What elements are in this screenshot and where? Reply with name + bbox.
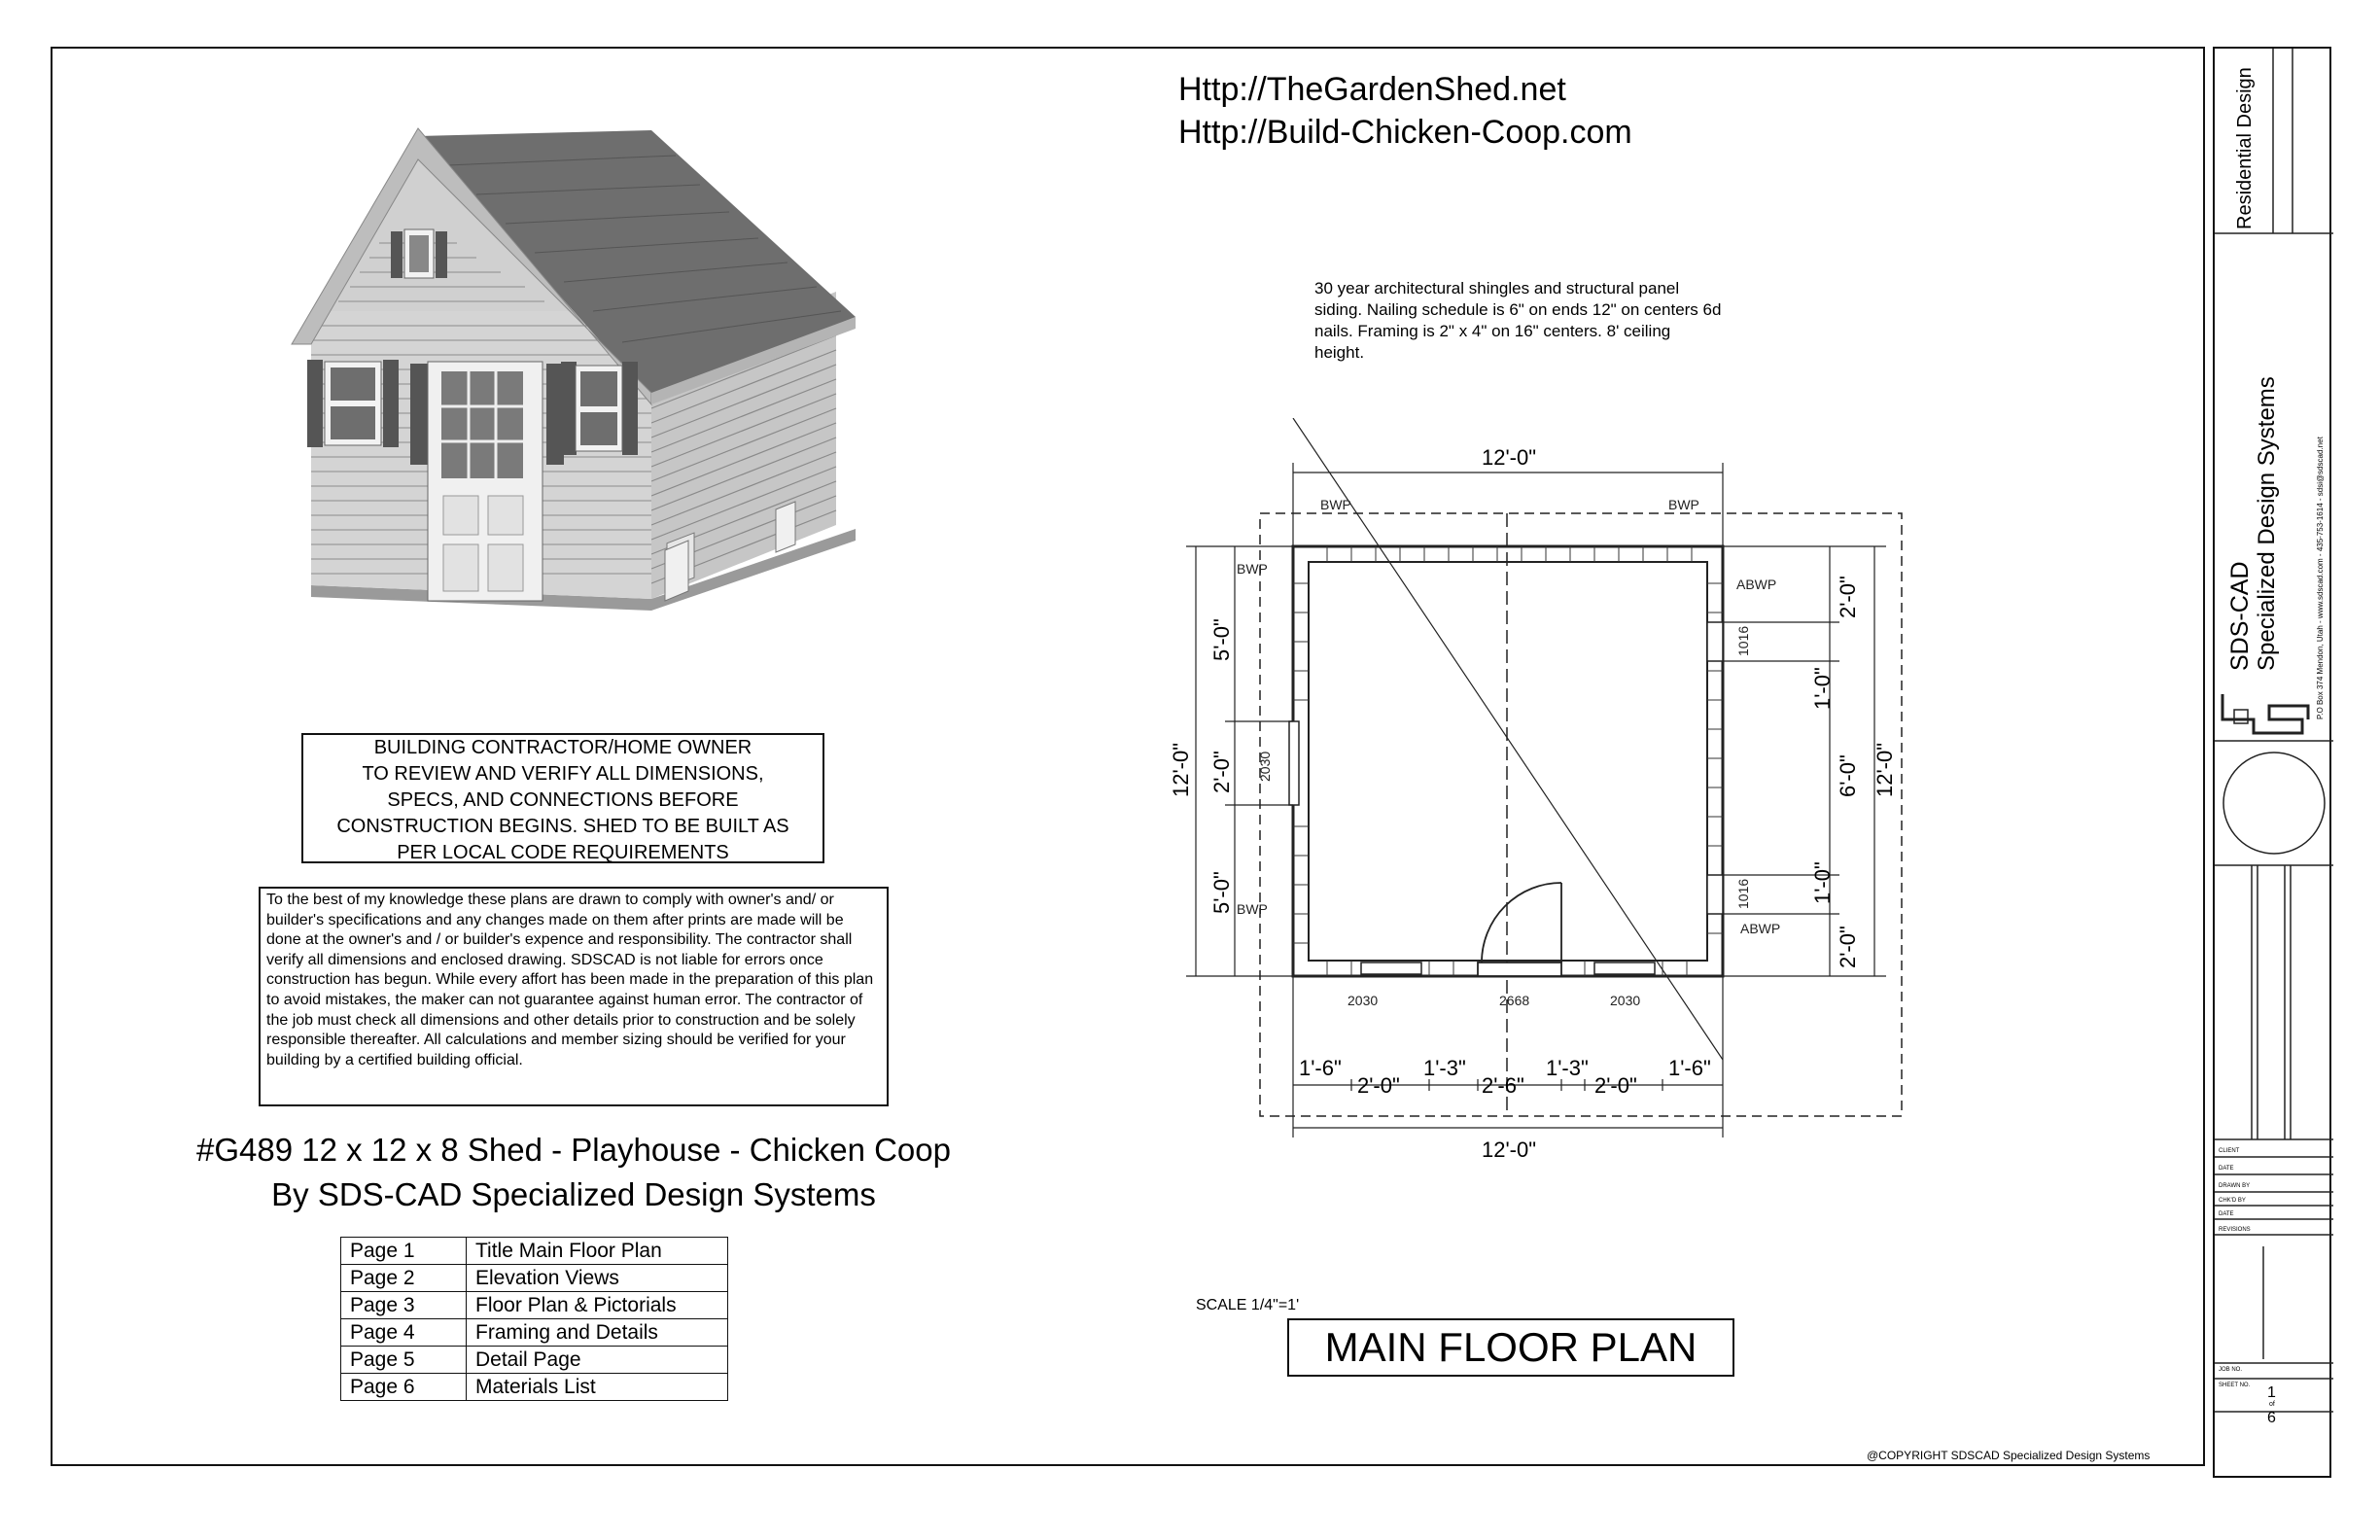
drawing-scale: SCALE 1/4"=1' <box>1196 1297 1300 1313</box>
label-window-bottom-right: 2030 <box>1610 993 1641 1008</box>
warning-line: CONSTRUCTION BEGINS. SHED TO BE BUILT AS <box>336 816 789 837</box>
sheet-number: 1 <box>2267 1384 2276 1401</box>
dim-right-5: 2'-0" <box>1836 926 1860 968</box>
field-job-no: JOB NO. <box>2219 1367 2243 1373</box>
page-number: Page 1 <box>341 1238 467 1265</box>
url-garden-shed[interactable]: Http://TheGardenShed.net <box>1178 71 1566 108</box>
dim-bottom-6: 2'-0" <box>1594 1073 1637 1098</box>
dim-right: 12'-0" <box>1872 742 1897 797</box>
page-number: Page 6 <box>341 1374 467 1401</box>
label-bwp-top-left: BWP <box>1320 497 1351 512</box>
floor-plan-drawing <box>1118 418 1906 1167</box>
disclaimer-box: To the best of my knowledge these plans are drawn to comply with owner's and/ or builder's specifications and any changes made on them after prints are made will be done at the owner's and / or builder's expence and responsibility. The contractor shall verify all dimensions and enclosed drawing. SDSCAD is not liable for errors once construction has begun. While every affort has been made in the preparation of this plan to avoid mistakes, the maker can not guarantee against human error. The contractor of the job must check all dimensions and other details prior to construction and be solely responsible thereafter. All calculations and member sizing should be verified for your building by a certified building official. <box>259 887 889 1106</box>
label-bwp-left-upper: BWP <box>1237 561 1268 577</box>
plan-title-line: #G489 12 x 12 x 8 Shed - Playhouse - Chicken Coop <box>196 1132 951 1168</box>
warning-line: SPECS, AND CONNECTIONS BEFORE <box>387 789 739 811</box>
warning-line: TO REVIEW AND VERIFY ALL DIMENSIONS, <box>362 763 764 785</box>
dim-left-2: 2'-0" <box>1209 751 1234 793</box>
company-address: P.O Box 374 Mendon, Utah - www.sdscad.com - 435-753-1614 - sdsi@sdscad.net <box>2316 437 2325 719</box>
dim-bottom-2: 2'-0" <box>1357 1073 1400 1098</box>
sheet-of: of <box>2269 1401 2275 1408</box>
warning-line: PER LOCAL CODE REQUIREMENTS <box>397 842 729 863</box>
title-block-header: Residential Design <box>2234 67 2256 229</box>
website-urls <box>1178 68 1632 154</box>
dim-bottom-5: 1'-3" <box>1546 1056 1589 1080</box>
shed-rendering <box>233 117 875 700</box>
page-title: Elevation Views <box>467 1265 728 1292</box>
dim-right-3: 6'-0" <box>1836 754 1860 797</box>
table-row <box>341 1265 728 1292</box>
window-left <box>1289 721 1299 805</box>
page-number: Page 4 <box>341 1319 467 1347</box>
label-bwp-top-right: BWP <box>1668 497 1699 512</box>
label-abwp-upper: ABWP <box>1736 577 1777 592</box>
table-row <box>341 1347 728 1374</box>
page-title: Title Main Floor Plan <box>467 1238 728 1265</box>
page-title: Materials List <box>467 1374 728 1401</box>
dim-bottom-3: 1'-3" <box>1423 1056 1466 1080</box>
field-client: CLIENT <box>2219 1148 2240 1154</box>
contractor-warning-box <box>301 733 824 863</box>
field-date: DATE <box>2219 1166 2234 1172</box>
page-index-table <box>340 1237 728 1401</box>
dim-bottom-7: 1'-6" <box>1668 1056 1711 1080</box>
page-title: Framing and Details <box>467 1319 728 1347</box>
title-block <box>2213 47 2331 1478</box>
field-revisions: REVISIONS <box>2219 1227 2251 1233</box>
title-block-frame <box>2215 49 2333 1480</box>
table-row <box>341 1319 728 1347</box>
page-number: Page 2 <box>341 1265 467 1292</box>
sheet-total: 6 <box>2267 1410 2276 1426</box>
company-full-name: Specialized Design Systems <box>2254 376 2280 671</box>
door-swing <box>1478 883 1561 976</box>
table-row <box>341 1292 728 1319</box>
table-row <box>341 1238 728 1265</box>
dim-right-1: 2'-0" <box>1836 576 1860 618</box>
url-chicken-coop[interactable]: Http://Build-Chicken-Coop.com <box>1178 114 1632 151</box>
dim-left: 12'-0" <box>1169 742 1193 797</box>
label-window-bottom-left: 2030 <box>1348 993 1379 1008</box>
company-name: SDS-CAD <box>2226 561 2254 671</box>
field-checked-by: CHK'D BY <box>2219 1198 2246 1204</box>
plan-title <box>146 1128 1001 1217</box>
page-number: Page 3 <box>341 1292 467 1319</box>
window-bottom-left <box>1361 962 1421 974</box>
dim-bottom-1: 1'-6" <box>1299 1056 1342 1080</box>
label-window-right-upper: 1016 <box>1735 625 1751 656</box>
dim-bottom: 12'-0" <box>1482 1138 1537 1162</box>
field-sheet-no: SHEET NO. <box>2219 1382 2251 1388</box>
window-right-lower <box>1707 875 1723 914</box>
roof-overhang-line <box>1260 513 1902 1116</box>
label-door: 2668 <box>1499 993 1530 1008</box>
window-bottom-right <box>1594 962 1655 974</box>
table-row <box>341 1374 728 1401</box>
spec-note: 30 year architectural shingles and structural panel siding. Nailing schedule is 6" on ends 12" on centers 6d nails. Framing is 2" x 4" on 16" centers. 8' ceiling height. <box>1314 279 1722 362</box>
field-drawn-by: DRAWN BY <box>2219 1183 2251 1189</box>
drawing-title: MAIN FLOOR PLAN <box>1287 1318 1734 1377</box>
window-right-upper <box>1707 622 1723 661</box>
page-number: Page 5 <box>341 1347 467 1374</box>
copyright-notice: @COPYRIGHT SDSCAD Specialized Design Systems <box>1867 1449 2151 1462</box>
dim-right-2: 1'-0" <box>1810 667 1835 710</box>
dim-bottom-4: 2'-6" <box>1482 1073 1524 1098</box>
dim-left-1: 5'-0" <box>1209 618 1234 661</box>
label-abwp-lower: ABWP <box>1740 921 1781 936</box>
dim-top: 12'-0" <box>1482 445 1537 470</box>
label-bwp-left-lower: BWP <box>1237 901 1268 917</box>
dim-right-4: 1'-0" <box>1810 861 1835 904</box>
warning-line: BUILDING CONTRACTOR/HOME OWNER <box>373 737 752 758</box>
plan-title-line: By SDS-CAD Specialized Design Systems <box>271 1176 876 1212</box>
label-window-left: 2030 <box>1257 751 1273 782</box>
field-date-2: DATE <box>2219 1211 2234 1217</box>
dim-left-3: 5'-0" <box>1209 871 1234 914</box>
page-title: Floor Plan & Pictorials <box>467 1292 728 1319</box>
page-title: Detail Page <box>467 1347 728 1374</box>
label-window-right-lower: 1016 <box>1735 878 1751 909</box>
